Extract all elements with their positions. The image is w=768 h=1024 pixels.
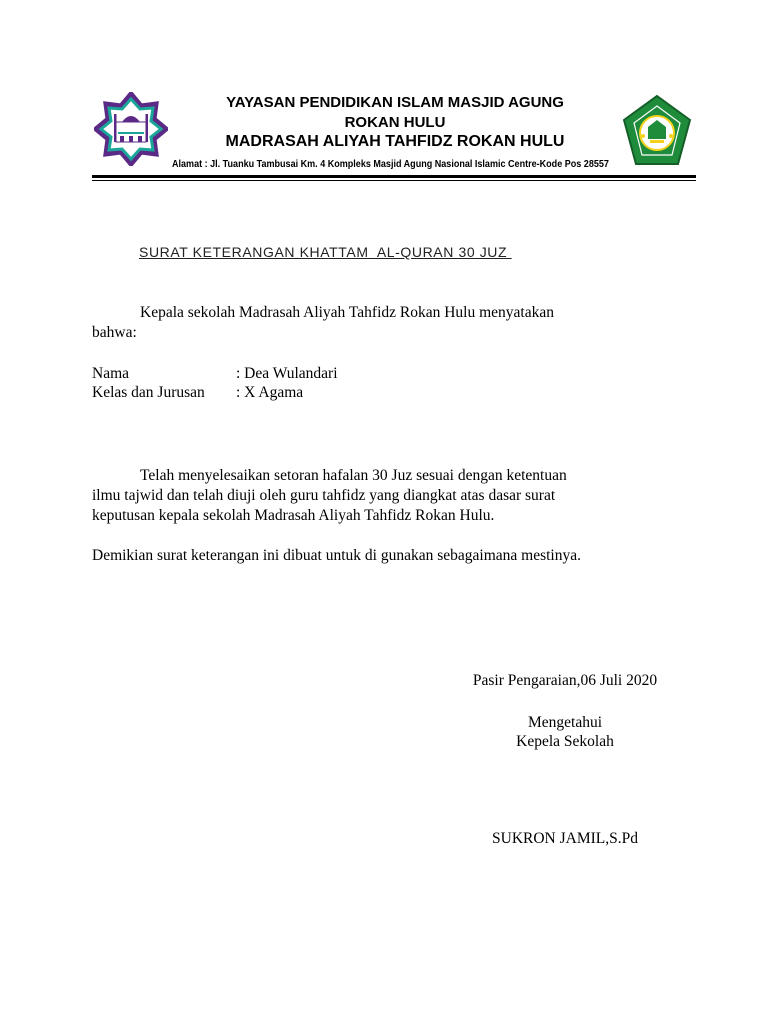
header-divider-thick <box>92 175 696 178</box>
field-label-class: Kelas dan Jurusan <box>92 384 205 401</box>
document-title: SURAT KETERANGAN KHATTAM AL-QURAN 30 JUZ <box>139 244 512 260</box>
body-line-1: Telah menyelesaikan setoran hafalan 30 Juz sesuai dengan ketentuan <box>140 467 567 484</box>
field-value-class: : X Agama <box>236 384 304 401</box>
signer-name: SUKRON JAMIL,S.Pd <box>492 830 638 847</box>
intro-line-2: bahwa: <box>92 324 137 341</box>
body-line-3: keputusan kepala sekolah Madrasah Aliyah Tahfidz Rokan Hulu. <box>92 507 495 524</box>
foundation-name: YAYASAN PENDIDIKAN ISLAM MASJID AGUNG <box>226 94 564 111</box>
field-label-name: Nama <box>92 365 130 382</box>
acknowledge-label: Mengetahui <box>527 714 603 731</box>
field-value-name: : Dea Wulandari <box>236 365 338 382</box>
mosque-star-logo <box>94 92 168 166</box>
body-line-2: ilmu tajwid dan telah diuji oleh guru tahfidz yang diangkat atas dasar surat <box>92 487 556 504</box>
signer-role: Kepela Sekolah <box>516 733 614 750</box>
header-divider-thin <box>92 180 696 181</box>
place-date: Pasir Pengaraian,06 Juli 2020 <box>472 672 658 689</box>
school-name: MADRASAH ALIYAH TAHFIDZ ROKAN HULU <box>225 133 565 150</box>
region-name: ROKAN HULU <box>344 114 446 131</box>
closing-statement: Demikian surat keterangan ini dibuat untuk di gunakan sebagaimana mestinya. <box>92 547 581 564</box>
intro-line-1: Kepala sekolah Madrasah Aliyah Tahfidz Rokan Hulu menyatakan <box>140 304 554 321</box>
school-address: Alamat : Jl. Tuanku Tambusai Km. 4 Kompleks Masjid Agung Nasional Islamic Centre-Kode Pos 28557 <box>172 158 609 170</box>
pentagon-emblem-logo <box>622 94 692 166</box>
